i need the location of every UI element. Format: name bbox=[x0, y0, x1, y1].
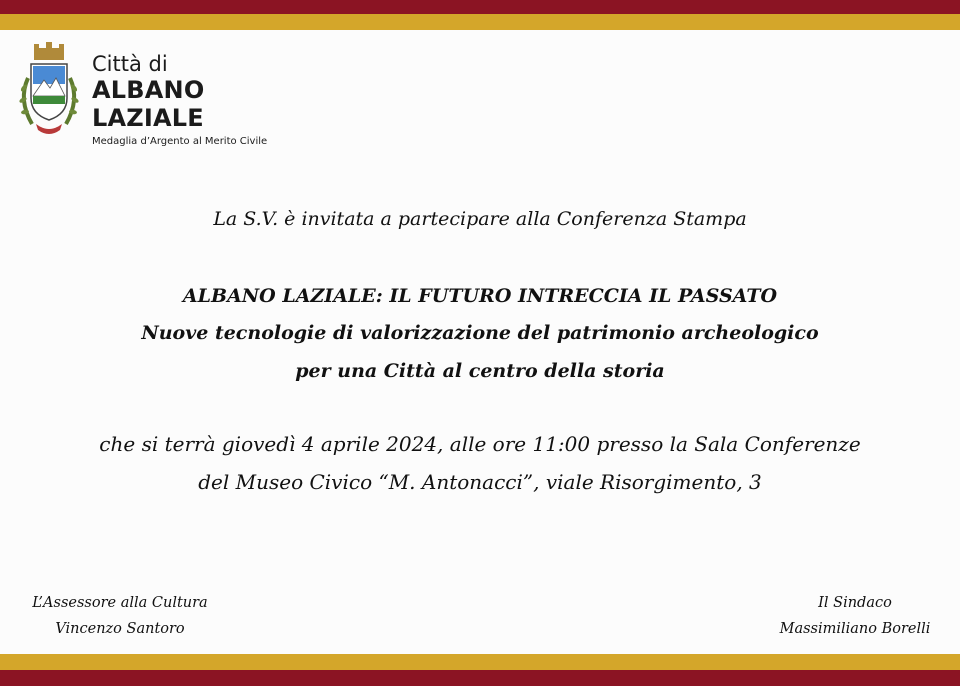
signature-name: Massimiliano Borelli bbox=[779, 621, 931, 637]
coat-of-arms-icon bbox=[14, 38, 84, 138]
invitation-subtitle-2: per una Città al centro della storia bbox=[295, 360, 665, 382]
top-maroon-band bbox=[0, 0, 960, 14]
invitation-intro: La S.V. è invitata a partecipare alla Conferenza Stampa bbox=[213, 208, 747, 230]
signature-role: L’Assessore alla Cultura bbox=[32, 595, 208, 611]
city-logo bbox=[14, 38, 314, 147]
event-details-line2: del Museo Civico “M. Antonacci”, viale Risorgimento, 3 bbox=[198, 470, 762, 494]
logo-city-of: Città di bbox=[92, 52, 168, 76]
logo-city-name: ALBANO LAZIALE bbox=[92, 76, 205, 132]
signature-assessore bbox=[10, 590, 230, 642]
signature-sindaco bbox=[745, 590, 960, 642]
top-gold-band bbox=[0, 14, 960, 30]
invitation-subtitle: Nuove tecnologie di valorizzazione del patrimonio archeologico bbox=[141, 322, 819, 344]
invitation-title: ALBANO LAZIALE: IL FUTURO INTRECCIA IL PASSATO bbox=[182, 285, 778, 307]
bottom-gold-band bbox=[0, 654, 960, 670]
bottom-maroon-band bbox=[0, 670, 960, 686]
event-details-line1: che si terrà giovedì 4 aprile 2024, alle ore 11:00 presso la Sala Conferenze bbox=[99, 432, 861, 456]
logo-medal: Medaglia d’Argento al Merito Civile bbox=[92, 136, 268, 147]
signature-role: Il Sindaco bbox=[818, 595, 892, 611]
signature-name: Vincenzo Santoro bbox=[55, 621, 185, 637]
